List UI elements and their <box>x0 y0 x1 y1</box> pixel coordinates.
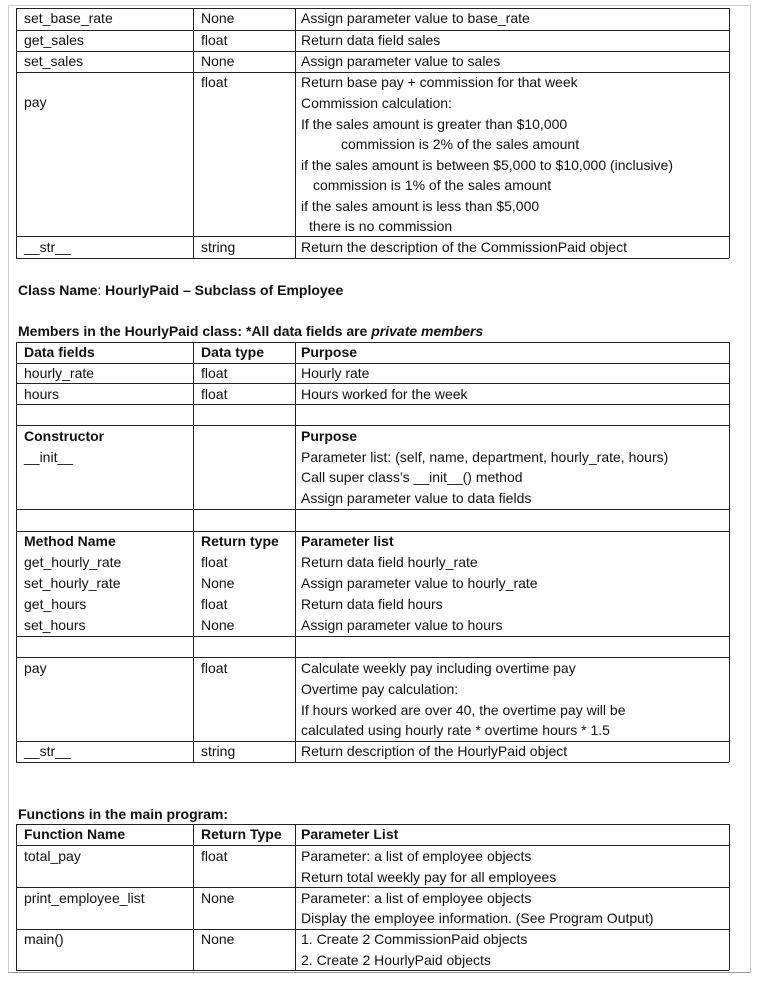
return-type: None <box>201 10 235 26</box>
return-type: None <box>201 53 235 69</box>
constructor-purpose: Parameter list: (self, name, department, hourly_rate, hours) <box>301 449 669 465</box>
method-name: set_hours <box>24 617 86 633</box>
col-header-return-type: Return type <box>201 533 279 549</box>
method-description: if the sales amount is between $5,000 to $10,000 (inclusive) <box>301 157 674 173</box>
class-name-heading: Class Name: HourlyPaid – Subclass of Employee <box>18 282 344 298</box>
method-description: there is no commission <box>309 218 453 234</box>
rule <box>16 762 729 763</box>
method-description: Return description of the HourlyPaid object <box>301 743 568 759</box>
constructor-purpose-header: Purpose <box>301 428 358 444</box>
function-description: 1. Create 2 CommissionPaid objects <box>301 931 528 947</box>
method-description: If the sales amount is greater than $10,000 <box>301 116 568 132</box>
members-heading-lead: Members in the HourlyPaid class: *All data fields are <box>18 323 372 339</box>
method-name: get_hourly_rate <box>24 554 122 570</box>
method-description: Return the description of the CommissionPaid object <box>301 239 628 255</box>
functions-heading: Functions in the main program: <box>18 806 229 822</box>
col-header-function-name: Function Name <box>24 826 126 842</box>
function-name: print_employee_list <box>24 890 145 906</box>
field-name: hours <box>24 386 60 402</box>
rule <box>16 425 729 426</box>
rule <box>16 509 729 510</box>
method-description: calculated using hourly rate * overtime hours * 1.5 <box>301 722 610 738</box>
function-name: main() <box>24 931 64 947</box>
function-name: total_pay <box>24 848 81 864</box>
class-name-value: HourlyPaid – Subclass of Employee <box>105 282 344 298</box>
function-return-type: None <box>201 931 235 947</box>
rule <box>16 970 729 971</box>
rule <box>16 258 729 259</box>
rule <box>16 363 729 364</box>
method-name: set_sales <box>24 53 84 69</box>
method-description: commission is 1% of the sales amount <box>313 177 552 193</box>
method-description: Commission calculation: <box>301 95 452 111</box>
method-name: get_sales <box>24 32 84 48</box>
rule <box>16 404 729 405</box>
return-type: float <box>201 74 228 90</box>
col-header-data-fields: Data fields <box>24 344 95 360</box>
class-name-label: Class Name <box>18 282 98 298</box>
col-header-method-name: Method Name <box>24 533 116 549</box>
rule <box>295 8 296 258</box>
method-description: if the sales amount is less than $5,000 <box>301 198 540 214</box>
method-description: Return data field hours <box>301 596 443 612</box>
col-header-parameter-list: Parameter List <box>301 826 399 842</box>
return-type: float <box>201 596 228 612</box>
function-description: Parameter: a list of employee objects <box>301 848 532 864</box>
function-description: Display the employee information. (See Program Output) <box>301 910 654 926</box>
function-description: 2. Create 2 HourlyPaid objects <box>301 952 491 968</box>
method-name: __str__ <box>24 743 71 759</box>
return-type: None <box>201 575 235 591</box>
rule <box>729 824 730 970</box>
rule <box>16 636 729 637</box>
return-type: float <box>201 660 228 676</box>
function-description: Return total weekly pay for all employees <box>301 869 557 885</box>
rule <box>16 342 17 762</box>
function-return-type: float <box>201 848 228 864</box>
field-purpose: Hours worked for the week <box>301 386 468 402</box>
field-purpose: Hourly rate <box>301 365 370 381</box>
col-header-return-type: Return Type <box>201 826 282 842</box>
method-name: set_hourly_rate <box>24 575 121 591</box>
col-header-parameter-list: Parameter list <box>301 533 394 549</box>
return-type: None <box>201 617 235 633</box>
return-type: string <box>201 743 236 759</box>
method-description: Return data field hourly_rate <box>301 554 478 570</box>
members-heading <box>18 321 483 341</box>
method-description: Calculate weekly pay including overtime pay <box>301 660 576 676</box>
rule <box>16 8 17 258</box>
constructor-purpose: Assign parameter value to data fields <box>301 490 532 506</box>
return-type: string <box>201 239 236 255</box>
field-type: float <box>201 365 228 381</box>
rule <box>295 824 296 970</box>
members-heading-emphasis: private members <box>371 323 484 339</box>
method-name: get_hours <box>24 596 87 612</box>
method-name: pay <box>24 94 47 110</box>
return-type: float <box>201 554 228 570</box>
col-header-data-type: Data type <box>201 344 265 360</box>
rule <box>193 342 194 762</box>
return-type: float <box>201 32 228 48</box>
rule <box>729 342 730 762</box>
method-description: Assign parameter value to hourly_rate <box>301 575 538 591</box>
rule <box>16 824 17 970</box>
rule <box>193 8 194 258</box>
rule <box>729 8 730 258</box>
field-type: float <box>201 386 228 402</box>
method-description: Assign parameter value to hours <box>301 617 503 633</box>
rule <box>295 342 296 762</box>
method-name: pay <box>24 660 47 676</box>
method-description: Assign parameter value to sales <box>301 53 501 69</box>
constructor-purpose: Call super class’s __init__() method <box>301 469 523 485</box>
constructor-name: __init__ <box>24 449 74 465</box>
col-header-purpose: Purpose <box>301 344 358 360</box>
method-name: set_base_rate <box>24 10 113 26</box>
function-return-type: None <box>201 890 235 906</box>
method-name: __str__ <box>24 239 71 255</box>
rule <box>193 824 194 970</box>
rule <box>16 342 729 343</box>
method-description: If hours worked are over 40, the overtime pay will be <box>301 702 626 718</box>
method-description: Return base pay + commission for that week <box>301 74 578 90</box>
method-description: Overtime pay calculation: <box>301 681 459 697</box>
field-name: hourly_rate <box>24 365 95 381</box>
constructor-header: Constructor <box>24 428 105 444</box>
method-description: Assign parameter value to base_rate <box>301 10 530 26</box>
method-description: commission is 2% of the sales amount <box>341 136 580 152</box>
function-description: Parameter: a list of employee objects <box>301 890 532 906</box>
method-description: Return data field sales <box>301 32 441 48</box>
